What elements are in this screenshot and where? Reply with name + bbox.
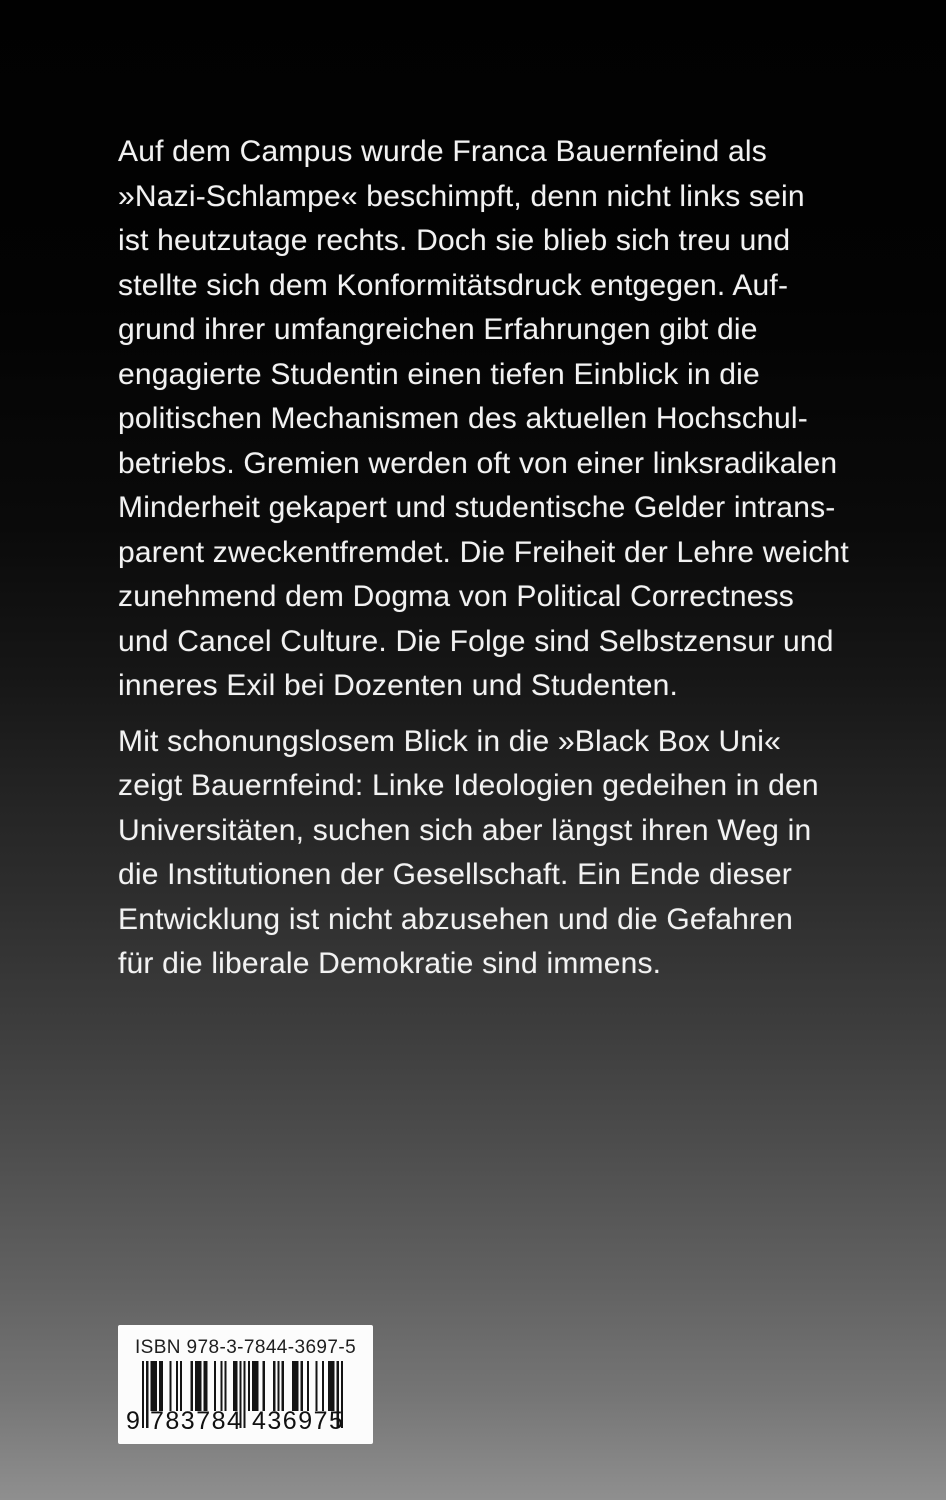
blurb-paragraph-2 [118,720,858,987]
blurb-line: zeigt Bauernfeind: Linke Ideologien gedeihen in den [118,769,819,802]
blurb-line: engagierte Studentin einen tiefen Einblick in die [118,357,760,391]
blurb-line: Universitäten, suchen sich aber längst ihren Weg in [118,813,812,847]
blurb-line: zunehmend dem Dogma von Political Correctness [118,580,794,613]
blurb-line: Minderheit gekapert und studentische Gelder intrans- [118,491,836,524]
blurb-line: die Institutionen der Gesellschaft. Ein Ende dieser [118,858,792,891]
isbn-label: ISBN 978-3-7844-3697-5 [134,1337,357,1358]
barcode-digit-group-2: 436975 [252,1407,345,1435]
blurb-line: parent zweckentfremdet. Die Freiheit der Lehre weicht [118,535,849,569]
blurb-line: grund ihrer umfangreichen Erfahrungen gibt die [118,313,758,346]
blurb-line: stellte sich dem Konformitätsdruck entgegen. Auf- [118,268,789,302]
blurb-line: und Cancel Culture. Die Folge sind Selbstzensur und [118,624,834,658]
barcode-digits [126,1409,365,1435]
blurb-line: inneres Exil bei Dozenten und Studenten. [118,669,679,702]
blurb-line: Mit schonungslosem Blick in die »Black Box Uni« [118,724,782,758]
blurb-text [118,130,858,987]
blurb-line: betriebs. Gremien werden oft von einer linksradikalen [118,446,838,480]
barcode-digit-group-1: 783784 [150,1407,243,1435]
blurb-line: Auf dem Campus wurde Franca Bauernfeind als [118,135,767,168]
blurb-line: »Nazi-Schlampe« beschimpft, denn nicht links sein [118,179,805,213]
isbn-barcode-block [118,1325,373,1444]
blurb-paragraph-1 [118,130,858,709]
barcode-digit-leading: 9 [126,1407,140,1435]
blurb-line: politischen Mechanismen des aktuellen Hochschul- [118,402,808,435]
blurb-line: Entwicklung ist nicht abzusehen und die Gefahren [118,902,794,936]
blurb-line: für die liberale Demokratie sind immens. [118,947,662,980]
blurb-line: ist heutzutage rechts. Doch sie blieb sich treu und [118,224,791,257]
